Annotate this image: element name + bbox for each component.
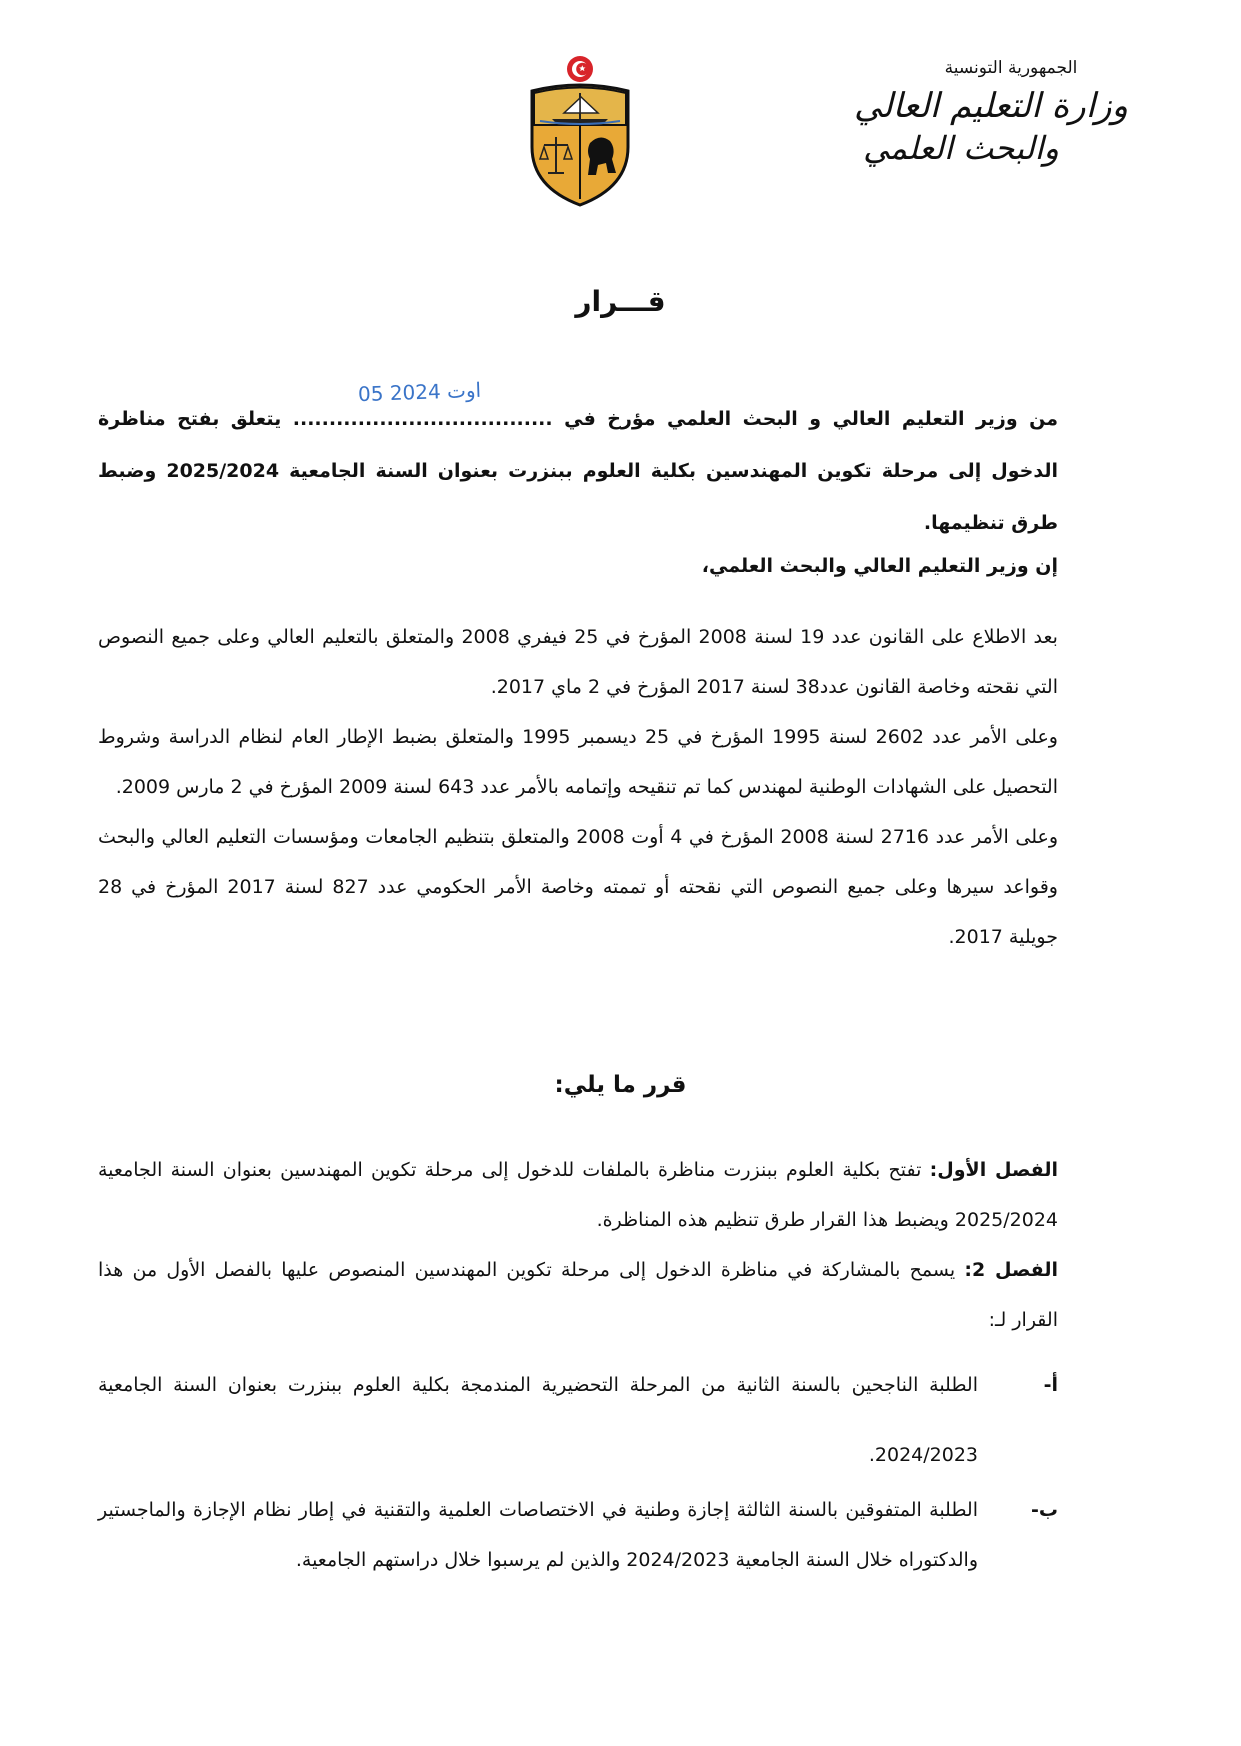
list-item-text: الطلبة الناجحين بالسنة الثانية من المرحلة التحضيرية المندمجة بكلية العلوم ببنزرت بعنوان السنة الجامعية 2024/2023. [98, 1374, 978, 1466]
decree-subject: من وزير التعليم العالي و البحث العلمي مؤرخ في .................................... يتعلق بفتح مناظرة الدخول إلى مرحلة تكوين المهندسين بكلية العلوم ببنزرت بعنوان السنة الجامعية 2025/2024 وضبط طرق تنظيمها. [98, 408, 1058, 534]
legal-references [98, 612, 1058, 962]
article-2-label: الفصل 2: [964, 1259, 1058, 1281]
list-marker: ب- [1031, 1499, 1058, 1521]
date-stamp: 05 اوت 2024 [357, 377, 482, 407]
article-1-text: تفتح بكلية العلوم ببنزرت مناظرة بالملفات للدخول إلى مرحلة تكوين المهندسين بعنوان السنة الجامعية 2025/2024 ويضبط هذا القرار طرق تنظيم هذه المناظرة. [98, 1159, 1058, 1231]
article-1-label: الفصل الأول: [929, 1159, 1058, 1181]
ministry-letterhead [841, 58, 1141, 168]
list-item [98, 1485, 1058, 1585]
republic-name: الجمهورية التونسية [944, 58, 1078, 78]
articles [98, 1145, 1058, 1345]
minister-line: إن وزير التعليم العالي والبحث العلمي، [701, 555, 1058, 577]
article-2 [98, 1245, 1058, 1345]
decides-heading: قرر ما يلي: [554, 1072, 687, 1098]
ministry-research-name: والبحث العلمي [863, 129, 1059, 167]
reference-paragraph: بعد الاطلاع على القانون عدد 19 لسنة 2008 المؤرخ في 25 فيفري 2008 والمتعلق بالتعليم العالي وعلى جميع النصوص التي نقحته وخاصة القانون عدد38 لسنة 2017 المؤرخ في 2 ماي 2017. [98, 626, 1058, 698]
tunisia-coat-of-arms-icon [520, 55, 640, 210]
document-title: قـــرار [575, 285, 666, 318]
ministry-name: وزارة التعليم العالي [853, 86, 1128, 126]
reference-paragraph: وعلى الأمر عدد 2602 لسنة 1995 المؤرخ في 25 ديسمبر 1995 والمتعلق بضبط الإطار العام لنظام الدراسة وشروط التحصيل على الشهادات الوطنية لمهندس كما تم تنقيحه وإتمامه بالأمر عدد 643 لسنة 2009 المؤرخ في 2 مارس 2009. [98, 726, 1058, 798]
article-2-text: يسمح بالمشاركة في مناظرة الدخول إلى مرحلة تكوين المهندسين المنصوص عليها بالفصل الأول من هذا القرار لـ: [98, 1259, 1058, 1331]
list-marker: أ- [1043, 1374, 1058, 1396]
list-item [98, 1350, 1058, 1490]
article-1 [98, 1145, 1058, 1245]
reference-paragraph: وعلى الأمر عدد 2716 لسنة 2008 المؤرخ في 4 أوت 2008 والمتعلق بتنظيم الجامعات ومؤسسات التعليم العالي والبحث وقواعد سيرها وعلى جميع النصوص التي نقحته أو تممته وخاصة الأمر الحكومي عدد 827 لسنة 2017 المؤرخ في 28 جويلية 2017. [98, 826, 1058, 948]
list-item-text: الطلبة المتفوقين بالسنة الثالثة إجازة وطنية في الاختصاصات العلمية والتقنية في إطار نظام الإجازة والماجستير والدكتوراه خلال السنة الجامعية 2024/2023 والذين لم يرسبوا خلال دراستهم الجامعية. [98, 1499, 978, 1571]
